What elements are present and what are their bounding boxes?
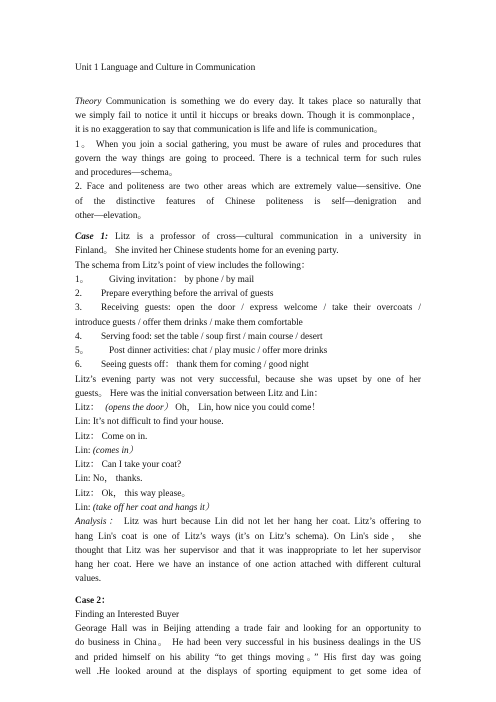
case-1-line-1: Case 1: Litz is a professor of cross—cultural communication in a university in: [75, 232, 421, 242]
point-1-line-3: and procedures—schema。: [75, 168, 179, 178]
case-2-subtitle: Finding an Interested Buyer: [75, 610, 180, 620]
schema-item: introduce guests / offer them drinks / make them comfortable: [75, 318, 303, 328]
case-1-para-line-2: guests。 Here was the initial conversation between Litz and Lin：: [75, 389, 324, 399]
point-2-line-1: 2. Face and politeness are two other areas which are extremely value—sensitive. One: [75, 182, 421, 192]
theory-line-2: we simply fail to notice it until it hiccups or breaks down. Though it is commonplace，: [75, 111, 421, 121]
point-1-line-2: govern the way things are going to proceed. There is a technical term for such rules: [75, 154, 421, 164]
dialogue-line: Lin: (take off her coat and hangs it）: [75, 503, 215, 513]
schema-item: 5。 Post dinner activities: chat / play music / offer more drinks: [75, 346, 328, 356]
analysis-line-1: Analysis： Litz was hurt because Lin did not let her hang her coat. Litz’s offering to: [75, 517, 421, 527]
case-1-para-line-1: Litz’s evening party was not very successful, because she was upset by one of her: [75, 375, 421, 385]
point-1-line-1: 1。 When you join a social gathering, you must be aware of rules and procedures that: [75, 140, 421, 150]
dialogue-line: Litz： (opens the door） Oh， Lin, how nice you could come！: [75, 403, 321, 413]
dialogue-line: Litz： Ok， this way please。: [75, 489, 191, 499]
dialogue-line: Lin: It’s not difficult to find your house.: [75, 417, 224, 427]
analysis-line-3: thought that Litz was her supervisor and that it was inappropriate to let her supervisor: [75, 546, 421, 556]
case-1-line-3: The schema from Litz’s point of view includes the following：: [75, 261, 311, 271]
theory-line-1: Theory Communication is something we do every day. It takes place so naturally that: [75, 97, 421, 107]
analysis-line-4: hang her coat. Here we have an instance of one action attached with different cultural: [75, 560, 421, 570]
schema-item: 3. Receiving guests: open the door / express welcome / take their overcoats /: [75, 303, 421, 313]
analysis-label: Analysis：: [75, 517, 120, 527]
case-2-line-2: do business in China。 He had been very successful in his business dealings in the US: [75, 638, 421, 648]
case-2-line-4: well .He looked around at the displays of sporting equipment to get some idea of: [75, 667, 421, 677]
case-2-line-3: and prided himself on his ability “to get things moving。” His first day was going: [75, 653, 421, 663]
theory-label: Theory: [75, 97, 102, 107]
point-2-line-3: other—elevation。: [75, 211, 147, 221]
schema-item: 4. Serving food: set the table / soup first / main course / desert: [75, 332, 323, 342]
unit-title: Unit 1 Language and Culture in Communication: [75, 63, 256, 73]
schema-item: 2. Prepare everything before the arrival of guests: [75, 289, 274, 299]
theory-line-3: it is no exaggeration to say that communication is life and life is communication。: [75, 125, 384, 135]
dialogue-line: Lin: No， thanks.: [75, 474, 143, 484]
point-2-line-2: of the distinctive features of Chinese politeness is self—denigration and: [75, 197, 421, 207]
analysis-line-5: values.: [75, 574, 102, 584]
analysis-line-2: hang Lin's coat is one of Litz’s ways (it’s on Litz’s schema). On Lin's side， she: [75, 532, 421, 542]
dialogue-line: Litz： Come on in.: [75, 432, 148, 442]
case-2-label: Case 2：: [75, 596, 111, 606]
dialogue-line: Litz： Can I take your coat?: [75, 460, 182, 470]
case-1-label: Case 1:: [75, 232, 109, 242]
case-2-line-1: Georage Hall was in Beijing attending a trade fair and looking for an opportunity to: [75, 624, 421, 634]
case-1-line-2: Finland。 She invited her Chinese students home for an evening party.: [75, 246, 339, 256]
dialogue-line: Lin: (comes in）: [75, 446, 139, 456]
schema-item: 6. Seeing guests off： thank them for coming / good night: [75, 360, 309, 370]
schema-item: 1。 Giving invitation： by phone / by mail: [75, 275, 255, 285]
